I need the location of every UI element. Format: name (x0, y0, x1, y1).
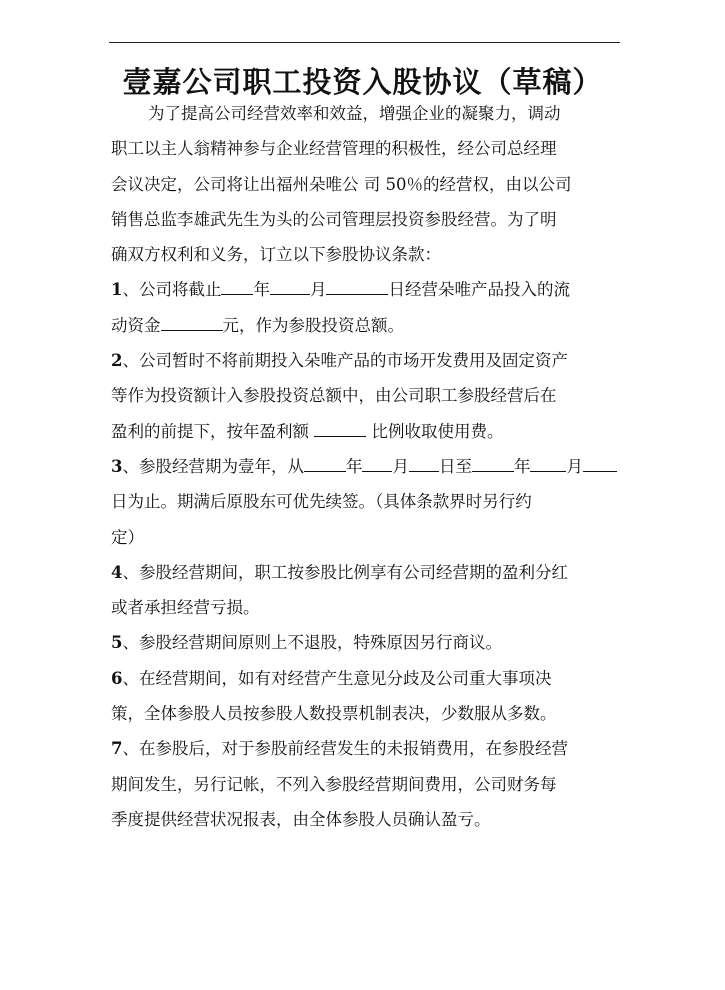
clause-number: 7 (111, 739, 123, 759)
blank-ratio[interactable] (314, 422, 366, 437)
blank-year[interactable] (221, 280, 253, 295)
clause-1: 1、公司将截止 年 月 日经营朵唯产品投入的流 (111, 280, 570, 300)
clause-6-cont: 策，全体参股人员按参股人数投票机制表决，少数服从多数。 (111, 704, 557, 724)
clause-6: 6、在经营期间，如有对经营产生意见分歧及公司重大事项决 (111, 668, 552, 688)
clause-1-cont: 动资金 元，作为参股投资总额。 (111, 315, 404, 335)
clause-number: 5 (111, 633, 123, 653)
clause-2: 2、公司暂时不将前期投入朵唯产品的市场开发费用及固定资产 (111, 351, 568, 371)
clause-number: 1 (111, 280, 123, 300)
blank-start-year[interactable] (304, 457, 346, 472)
blank-day[interactable] (326, 280, 388, 295)
blank-amount[interactable] (161, 316, 223, 331)
blank-end-day[interactable] (583, 457, 617, 472)
clause-number: 6 (111, 668, 123, 688)
clause-7-cont: 期间发生，另行记帐，不列入参股经营期间费用，公司财务每 (111, 774, 557, 794)
clause-number: 4 (111, 562, 123, 582)
blank-start-day[interactable] (409, 457, 439, 472)
clause-number: 3 (111, 456, 123, 476)
clause-4: 4、参股经营期间，职工按参股比例享有公司经营期的盈利分红 (111, 562, 568, 582)
clause-3: 3、参股经营期为壹年，从 年 月 日至 年 月 (111, 449, 671, 484)
blank-end-year[interactable] (472, 457, 514, 472)
blank-month[interactable] (270, 280, 310, 295)
clause-2-cont: 等作为投资额计入参股投资总额中，由公司职工参股经营后在 (111, 386, 557, 406)
intro-line: 为了提高公司经营效率和效益，增强企业的凝聚力，调动 (148, 104, 561, 123)
clause-3-cont: 定） (111, 527, 144, 547)
clause-2-cont: 盈利的前提下，按年盈利额 比例收取使用费。 (111, 421, 504, 441)
intro-line: 会议决定，公司将让出福州朵唯公 司 50％的经营权，由以公司 (111, 174, 572, 194)
intro-line: 确双方权利和义务，订立以下参股协议条款： (111, 245, 441, 265)
header-rule (109, 42, 620, 43)
clause-7: 7、在参股后，对于参股前经营发生的未报销费用，在参股经营 (111, 739, 568, 759)
clause-number: 2 (111, 351, 123, 371)
intro-line: 销售总监李雄武先生为头的公司管理层投资参股经营。为了明 (111, 209, 557, 229)
clause-4-cont: 或者承担经营亏损。 (111, 598, 260, 618)
clause-3-cont: 日为止。期满后原股东可优先续签。（具体条款界时另行约 (111, 492, 532, 512)
intro-line: 职工以主人翁精神参与企业经营管理的积极性，经公司总经理 (111, 139, 557, 159)
clause-7-cont: 季度提供经营状况报表，由全体参股人员确认盈亏。 (111, 809, 491, 829)
clause-5: 5、参股经营期间原则上不退股，特殊原因另行商议。 (111, 633, 502, 653)
document-title: 壹嘉公司职工投资入股协议（草稿） (122, 65, 603, 99)
document-body (111, 96, 671, 837)
blank-end-month[interactable] (530, 457, 566, 472)
blank-start-month[interactable] (362, 457, 392, 472)
